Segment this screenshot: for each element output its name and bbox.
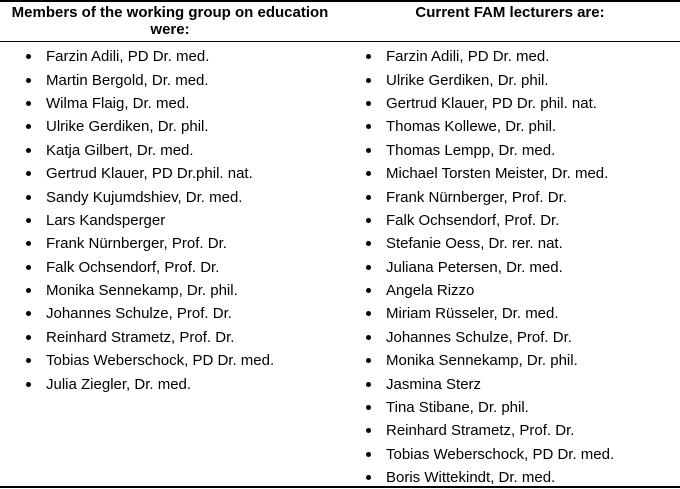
list-item-text: Ulrike Gerdiken, Dr. phil. (46, 118, 209, 136)
bullet-icon (366, 195, 371, 200)
table-body-row (0, 42, 680, 489)
bullet-icon (366, 265, 371, 270)
list-item-text: Gertrud Klauer, PD Dr.phil. nat. (46, 165, 253, 183)
current-lecturers-list (0, 42, 615, 489)
list-item-text: Tina Stibane, Dr. phil. (386, 399, 529, 417)
bullet-icon (366, 358, 371, 363)
bullet-icon (366, 171, 371, 176)
list-item-text: Juliana Petersen, Dr. med. (386, 258, 563, 276)
list-item-text: Martin Bergold, Dr. med. (46, 71, 209, 89)
list-item-text: Reinhard Strametz, Prof. Dr. (46, 328, 235, 346)
list-item-text: Boris Wittekindt, Dr. med. (386, 469, 556, 487)
list-item-text: Tobias Weberschock, PD Dr. med. (386, 445, 615, 463)
bullet-icon (366, 288, 371, 293)
list-item-text: Julia Ziegler, Dr. med. (46, 375, 192, 393)
list-item-text: Falk Ochsendorf, Prof. Dr. (46, 258, 220, 276)
bullet-icon (366, 241, 371, 246)
list-item-text: Thomas Lempp, Dr. med. (386, 141, 556, 159)
table-header-row (0, 2, 680, 42)
bullet-icon (366, 382, 371, 387)
list-item-text: Sandy Kujumdshiev, Dr. med. (46, 188, 243, 206)
bullet-icon (366, 78, 371, 83)
list-item-text: Frank Nürnberger, Prof. Dr. (386, 188, 567, 206)
bullet-icon (366, 335, 371, 340)
list-item-text: Falk Ochsendorf, Prof. Dr. (386, 211, 560, 229)
list-item-text: Farzin Adili, PD Dr. med. (46, 48, 210, 66)
bullet-icon (366, 405, 371, 410)
list-item-text: Monika Sennekamp, Dr. phil. (46, 282, 238, 300)
list-item-text: Katja Gilbert, Dr. med. (46, 141, 194, 159)
bullet-icon (366, 218, 371, 223)
bullet-icon (366, 148, 371, 153)
bullet-icon (366, 428, 371, 433)
list-item-text: Miriam Rüsseler, Dr. med. (386, 305, 559, 323)
list-item-text: Jasmina Sterz (386, 375, 482, 393)
list-item-text: Frank Nürnberger, Prof. Dr. (46, 235, 227, 253)
list-item-text: Farzin Adili, PD Dr. med. (386, 48, 550, 66)
list-item-text: Tobias Weberschock, PD Dr. med. (46, 352, 275, 370)
header-current-lecturers: Current FAM lecturers are: (415, 4, 605, 21)
list-item-text: Johannes Schulze, Prof. Dr. (386, 328, 572, 346)
list-item-text: Lars Kandsperger (46, 211, 166, 229)
bullet-icon (366, 311, 371, 316)
bullet-icon (366, 101, 371, 106)
list-item-text: Ulrike Gerdiken, Dr. phil. (386, 71, 549, 89)
header-working-group: Members of the working group on education were: (11, 4, 329, 38)
list-item-text: Thomas Kollewe, Dr. phil. (386, 118, 557, 136)
list-item-text: Monika Sennekamp, Dr. phil. (386, 352, 578, 370)
list-item-text: Reinhard Strametz, Prof. Dr. (386, 422, 575, 440)
bullet-icon (366, 475, 371, 480)
bullet-icon (366, 452, 371, 457)
bullet-icon (366, 124, 371, 129)
list-item-text: Johannes Schulze, Prof. Dr. (46, 305, 232, 323)
list-item-text: Michael Torsten Meister, Dr. med. (386, 165, 609, 183)
list-item-text: Stefanie Oess, Dr. rer. nat. (386, 235, 563, 253)
bullet-icon (366, 54, 371, 59)
list-item-text: Wilma Flaig, Dr. med. (46, 94, 190, 112)
list-item-text: Angela Rizzo (386, 282, 475, 300)
list-item-text: Gertrud Klauer, PD Dr. phil. nat. (386, 94, 597, 112)
